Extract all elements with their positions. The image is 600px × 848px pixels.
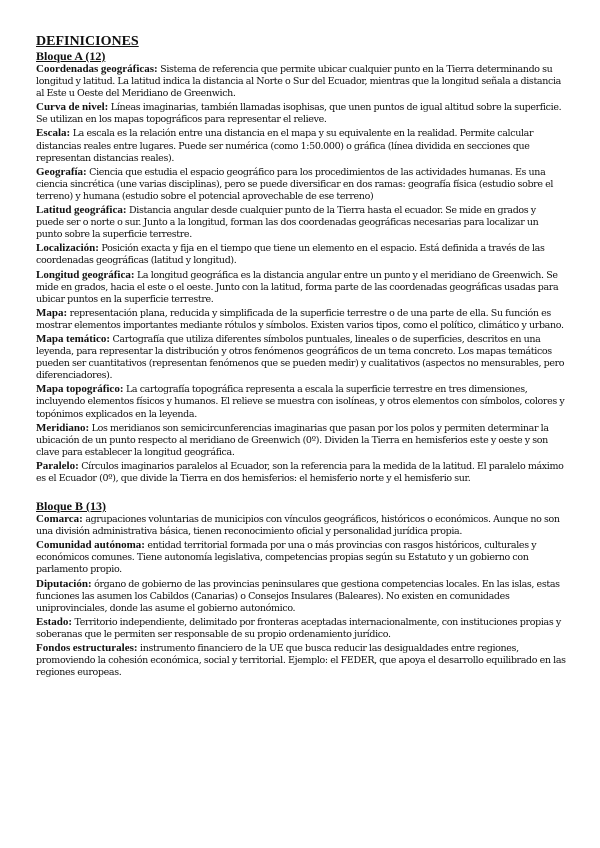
block-heading: Bloque B (13) xyxy=(36,499,107,514)
page-title: DEFINICIONES xyxy=(36,34,139,49)
definition-term: Mapa: xyxy=(36,306,68,319)
definition-curva-de-nivel xyxy=(36,101,566,126)
definition-text: Líneas imaginarias, también llamadas isophisas, que unen puntos de igual altitud sobre la superficie. Se utilizan en los mapas topográficos para representar el relieve. xyxy=(36,102,562,126)
definition-paralelo xyxy=(36,460,566,485)
definition-term: Comunidad autónoma: xyxy=(36,539,145,552)
definition-comunidad-autonoma xyxy=(36,539,566,576)
definition-term: Longitud geográfica: xyxy=(36,268,135,281)
definition-text: Distancia angular desde cualquier punto de la Tierra hasta el ecuador. Se mide en grados y puede ser o norte o sur. Junto a la longitud, forman las dos coordenadas geográficas necesarias para localizar un punto sobre la superficie terrestre. xyxy=(36,205,539,241)
block-b xyxy=(36,500,566,679)
definition-term: Estado: xyxy=(36,615,73,628)
definition-term: Escala: xyxy=(36,127,71,140)
definition-latitud-geografica xyxy=(36,204,566,241)
definition-text: Círculos imaginarios paralelos al Ecuador, son la referencia para la medida de la latitud. El paralelo máximo es el Ecuador (0º), que divide la Tierra en dos hemisferios: el hemisferio norte y el hemisferio sur. xyxy=(36,460,564,484)
definition-term: Geografía: xyxy=(36,165,87,178)
definition-meridiano xyxy=(36,422,566,459)
definition-text: representación plana, reducida y simplificada de la superficie terrestre o de una parte de ella. Su función es mostrar elementos importantes mediante rótulos y símbolos. Existen varios tipos, como el político, climático y urbano. xyxy=(36,307,564,331)
definition-text: entidad territorial formada por una o más provincias con rasgos históricos, culturales y económicos comunes. Tiene autonomía legislativa, competencias propias según su Estatuto y un gobierno con parlamento propio. xyxy=(36,540,537,576)
definition-text: Territorio independiente, delimitado por fronteras aceptadas internacionalmente, con instituciones propias y soberanas que le permiten ser responsable de su propio ordenamiento jurídico. xyxy=(36,616,561,640)
definition-term: Mapa temático: xyxy=(36,332,111,345)
definition-mapa-topografico xyxy=(36,383,566,420)
definition-mapa xyxy=(36,307,566,332)
definition-term: Localización: xyxy=(36,242,99,255)
definition-localizacion xyxy=(36,242,566,267)
definition-text: La cartografía topográfica representa a escala la superficie terrestre en tres dimensiones, incluyendo elementos físicos y humanos. El relieve se muestra con isolíneas, y otros elementos con símbolos, colores y topónimos explicados en la leyenda. xyxy=(36,384,565,420)
definition-term: Mapa topográfico: xyxy=(36,383,124,396)
definition-text: La escala es la relación entre una distancia en el mapa y su equivalente en la realidad. Permite calcular distancias reales entre lugares. Puede ser numérica (como 1:50.000) o gráfica (línea dividida en secciones que representan distancias reales). xyxy=(36,128,534,164)
definition-term: Coordenadas geográficas: xyxy=(36,63,158,75)
definition-text: Cartografía que utiliza diferentes símbolos puntuales, lineales o de superficies, descritos en una leyenda, para representar la distribución y otros fenómenos geográficos de un tema concreto. Los mapas temáticos pueden ser cuantitativos (representan fenómenos que se pueden medir) y cualitativos (aspectos no mensurables, pero diferenciadores). xyxy=(36,333,565,382)
definition-comarca xyxy=(36,513,566,538)
definition-longitud-geografica xyxy=(36,269,566,306)
definition-term: Fondos estructurales: xyxy=(36,642,138,655)
definition-coordenadas-geograficas xyxy=(36,63,566,100)
definition-text: Los meridianos son semicircunferencias imaginarias que pasan por los polos y permiten determinar la ubicación de un punto respecto al meridiano de Greenwich (0º). Dividen la Tierra en hemisferios este y oeste y son clave para establecer la longitud geográfica. xyxy=(36,422,549,458)
definition-text: Posición exacta y fija en el tiempo que tiene un elemento en el espacio. Está definida a través de las coordenadas geográficas (latitud y longitud). xyxy=(36,243,545,267)
definition-escala xyxy=(36,127,566,164)
block-a xyxy=(36,50,566,485)
definition-text: Ciencia que estudia el espacio geográfico para los procedimientos de las actividades humanas. Es una ciencia sincrética (une varias disciplinas), pero se puede diversificar en dos ramas: geografía física (estudio sobre el terreno) y humana (estudio sobre el potencial aprovechable de ese terreno) xyxy=(36,166,554,202)
definition-term: Curva de nivel: xyxy=(36,101,109,114)
definition-term: Paralelo: xyxy=(36,459,79,472)
definition-fondos-estructurales xyxy=(36,642,566,679)
definition-text: Sistema de referencia que permite ubicar cualquier punto en la Tierra determinando su longitud y latitud. La latitud indica la distancia al Norte o Sur del Ecuador, mientras que la longitud señala a distancia al Este u Oeste del Meridiano de Greenwich. xyxy=(36,64,561,100)
definition-estado xyxy=(36,616,566,641)
definition-text: órgano de gobierno de las provincias peninsulares que gestiona competencias locales. En las islas, estas funciones las asumen los Cabildos (Canarias) o Consejos Insulares (Baleares). No existen en comunidades uniprovinciales, donde las asume el gobierno autonómico. xyxy=(36,578,560,614)
definition-term: Meridiano: xyxy=(36,421,90,434)
definition-term: Latitud geográfica: xyxy=(36,204,127,217)
definition-text: instrumento financiero de la UE que busca reducir las desigualdades entre regiones, promoviendo la cohesión económica, social y territorial. Ejemplo: el FEDER, que apoya el desarrollo equilibrado en las regiones europeas. xyxy=(36,643,566,679)
definition-term: Diputación: xyxy=(36,577,92,590)
definition-text: La longitud geográfica es la distancia angular entre un punto y el meridiano de Greenwich. Se mide en grados, hacia el este o el oeste. Junto con la latitud, forma parte de las coordenadas geográficas usadas para ubicar puntos en la superficie terrestre. xyxy=(36,269,559,305)
definition-term: Comarca: xyxy=(36,513,83,526)
definition-text: agrupaciones voluntarias de municipios con vínculos geográficos, históricos o económicos. Aunque no son una división administrativa básica, tienen reconocimiento oficial y personalidad jurídica propia. xyxy=(36,514,560,538)
block-heading: Bloque A (12) xyxy=(36,49,106,63)
definition-diputacion xyxy=(36,578,566,615)
definition-mapa-tematico xyxy=(36,333,566,382)
definition-geografia xyxy=(36,166,566,203)
